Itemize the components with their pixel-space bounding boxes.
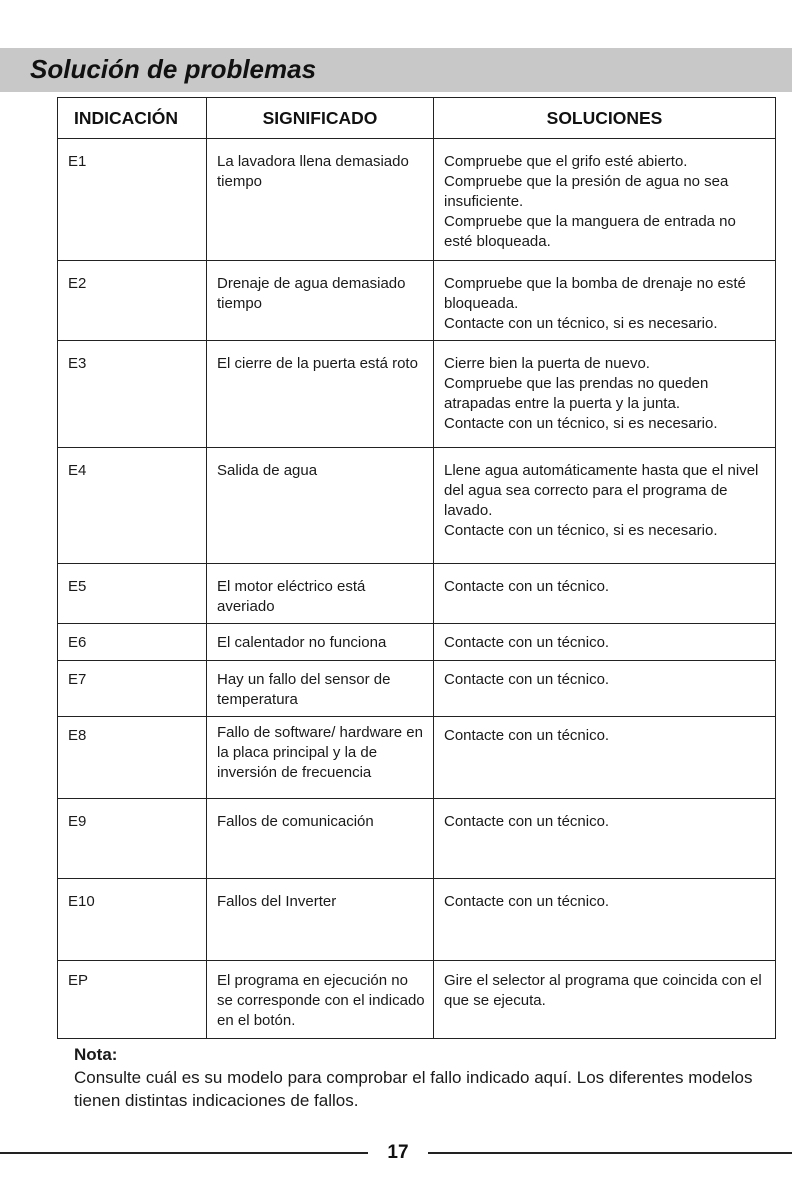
solution-line: Contacte con un técnico. [444, 813, 610, 830]
solution-line: Contacte con un técnico. [444, 634, 610, 651]
solution-line: Contacte con un técnico, si es necesario. [444, 415, 718, 432]
error-meaning: Hay un fallo del sensor de temperatura [207, 661, 434, 717]
solution-line: Llene agua automáticamente hasta que el nivel del agua sea correcto para el programa de lavado. [444, 462, 759, 519]
error-code: E1 [58, 139, 207, 261]
error-code: E7 [58, 661, 207, 717]
note-title: Nota: [74, 1045, 118, 1064]
error-solution [434, 717, 776, 799]
table-row [58, 261, 776, 341]
table-row [58, 341, 776, 448]
solution-line: Contacte con un técnico, si es necesario. [444, 315, 718, 332]
solution-line: Contacte con un técnico. [444, 671, 610, 688]
error-solution [434, 624, 776, 661]
error-meaning: El motor eléctrico está averiado [207, 564, 434, 624]
header-indicacion: INDICACIÓN [58, 98, 207, 139]
error-meaning: Fallo de software/ hardware en la placa principal y la de inversión de frecuencia [207, 717, 434, 799]
error-meaning: El programa en ejecución no se corresponde con el indicado en el botón. [207, 961, 434, 1039]
error-solution [434, 564, 776, 624]
error-meaning: Salida de agua [207, 448, 434, 564]
page-number: 17 [387, 1142, 409, 1163]
solution-line: Compruebe que las prendas no queden atrapadas entre la puerta y la junta. [444, 375, 709, 412]
error-solution [434, 799, 776, 879]
table-row [58, 624, 776, 661]
solution-line: Gire el selector al programa que coincida con el que se ejecuta. [444, 972, 762, 1009]
section-banner [0, 48, 792, 92]
solution-line: Compruebe que la bomba de drenaje no esté bloqueada. [444, 275, 746, 312]
error-code: E8 [58, 717, 207, 799]
error-meaning: Fallos del Inverter [207, 879, 434, 961]
table-row [58, 139, 776, 261]
table-row [58, 799, 776, 879]
error-solution [434, 661, 776, 717]
error-code: E6 [58, 624, 207, 661]
error-solution [434, 341, 776, 448]
error-meaning: El cierre de la puerta está roto [207, 341, 434, 448]
table-row [58, 564, 776, 624]
table-row [58, 448, 776, 564]
error-code: E10 [58, 879, 207, 961]
error-meaning: Fallos de comunicación [207, 799, 434, 879]
error-solution [434, 139, 776, 261]
error-code: E5 [58, 564, 207, 624]
error-solution [434, 961, 776, 1039]
solution-line: Compruebe que la presión de agua no sea insuficiente. [444, 173, 729, 210]
error-code: E4 [58, 448, 207, 564]
solution-line: Cierre bien la puerta de nuevo. [444, 355, 650, 372]
note-text: Consulte cuál es su modelo para comprobar el fallo indicado aquí. Los diferentes modelos tienen distintas indicaciones de fallos. [74, 1068, 753, 1110]
table-row [58, 879, 776, 961]
solution-line: Compruebe que la manguera de entrada no esté bloqueada. [444, 213, 736, 250]
solution-line: Contacte con un técnico. [444, 578, 610, 595]
solution-line: Contacte con un técnico. [444, 727, 610, 744]
table-row [58, 717, 776, 799]
error-solution [434, 261, 776, 341]
error-code: E2 [58, 261, 207, 341]
note-block [74, 1043, 754, 1112]
solution-line: Compruebe que el grifo esté abierto. [444, 153, 688, 170]
error-meaning: Drenaje de agua demasiado tiempo [207, 261, 434, 341]
table-header-row [58, 98, 776, 139]
footer-rule-left [0, 1152, 368, 1154]
table-row [58, 961, 776, 1039]
error-solution [434, 448, 776, 564]
table-row [58, 661, 776, 717]
troubleshooting-table [57, 97, 776, 1039]
error-meaning: El calentador no funciona [207, 624, 434, 661]
error-code: EP [58, 961, 207, 1039]
header-soluciones: SOLUCIONES [434, 98, 776, 139]
header-significado: SIGNIFICADO [207, 98, 434, 139]
page-title: Solución de problemas [30, 54, 317, 84]
footer-rule-right [428, 1152, 792, 1154]
error-solution [434, 879, 776, 961]
error-meaning: La lavadora llena demasiado tiempo [207, 139, 434, 261]
error-code: E3 [58, 341, 207, 448]
error-code: E9 [58, 799, 207, 879]
solution-line: Contacte con un técnico. [444, 893, 610, 910]
solution-line: Contacte con un técnico, si es necesario. [444, 522, 718, 539]
